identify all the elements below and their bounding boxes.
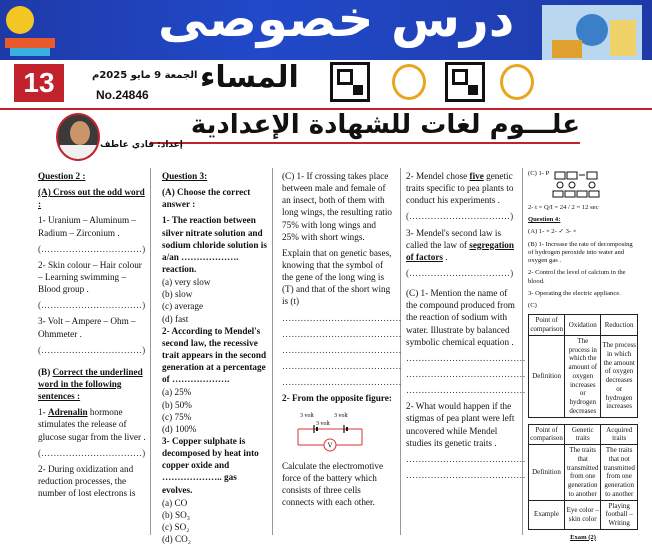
- table-cell: The traits that transmitted from one generation to another: [565, 445, 601, 501]
- question-item: (C) 1- If crossing takes place between male and female of an insect, both of them with long wings, the resulting ratio 75% with long wings and 25% with short wings.: [282, 171, 392, 242]
- answer-item: (B) 1- Increase the rate of decomposing of hydrogen peroxide into water and oxygen gas .: [528, 240, 633, 265]
- column-3: [282, 170, 402, 512]
- newspaper-logo: المساء: [200, 60, 299, 95]
- question-item: 1- The reaction between silver nitrate solution and sodium chloride solution is a/an ………………. reaction.: [162, 215, 267, 274]
- answer-line: …………………………………: [282, 344, 402, 355]
- answer-item: 2- Control the level of calcium in the blood.: [528, 269, 626, 285]
- question-item: 2- During oxidization and reduction processes, the number of lost electrons is: [38, 463, 136, 499]
- answer-blank: (……………………………): [38, 300, 146, 311]
- title-underline: [150, 142, 580, 144]
- option: (c) SO₂: [162, 521, 190, 532]
- answer-line: …………………………………: [282, 377, 402, 388]
- option: (b) slow: [162, 289, 193, 300]
- question-item: 2- Mendel chose five genetic traits specific to pea plants to conduct his experiments .: [406, 171, 514, 206]
- section-heading: (A) Cross out the odd word :: [38, 187, 145, 210]
- issue-date: الجمعة 9 مايو 2025م: [92, 70, 198, 81]
- cell-label: 3 volt: [316, 421, 330, 428]
- decorative-illustration-right: [532, 0, 652, 60]
- table-cell: Eye color – skin color: [565, 500, 601, 529]
- cell-label: 3 volt: [300, 413, 314, 420]
- author-name: إعداد: فادي عاطف: [100, 140, 183, 150]
- answer-line: …………………………………: [406, 368, 526, 379]
- answer-item: (C): [528, 302, 537, 310]
- option: (a) very slow: [162, 277, 211, 288]
- comparison-table-traits: [528, 424, 638, 530]
- option: (d) CO₂: [162, 534, 191, 545]
- option: (d) fast: [162, 313, 189, 324]
- answer-item: 3- Operating the electric appliance.: [528, 289, 621, 297]
- question-item: 1- Uranium – Aluminum – Radium – Zirconium .: [38, 215, 136, 238]
- option: (c) 75%: [162, 411, 192, 422]
- option: (a) CO: [162, 497, 188, 508]
- options-list: [162, 276, 268, 325]
- options-list: [162, 497, 268, 546]
- question-item: Explain that on genetic bases, knowing that the symbol of the gene of the long wing is (T) and that of the short wing is (t): [282, 247, 392, 307]
- table-header: Genetic traits: [565, 424, 601, 445]
- table-cell: Playing football – Writing: [601, 500, 638, 529]
- alarm-clock-icon: [500, 64, 534, 100]
- option: (d) 100%: [162, 423, 197, 434]
- comparison-table-oxidation: [528, 314, 638, 417]
- column-4: [406, 170, 526, 485]
- banner-title: درس خصوصى: [158, 0, 515, 48]
- alarm-clock-icon: [392, 64, 426, 100]
- answer-blank: (……………………………): [38, 447, 146, 458]
- question-heading: Question 3:: [162, 171, 208, 181]
- answer-item: (C) 1- P: [528, 170, 638, 200]
- answer-item: 2- t = Q/I = 24 / 2 = 12 sec: [528, 204, 599, 211]
- cell-label: 3 volt: [334, 413, 348, 420]
- answer-line: …………………………………: [282, 312, 402, 323]
- qr-code-icon: [330, 62, 370, 102]
- table-header: Point of comparison: [529, 424, 565, 445]
- answer-line: …………………………………: [406, 352, 526, 363]
- circuit-diagram: [296, 411, 366, 453]
- question-item: 3- Mendel's second law is called the law of segregation of factors .: [406, 227, 515, 262]
- option: (c) average: [162, 301, 204, 312]
- option: (b) SO₃: [162, 509, 190, 520]
- table-cell: The traits that not transmitted from one generation to another: [601, 445, 638, 501]
- question-item: 2- According to Mendel's second law, the recessive trait appears in the second generation at a percentage of ……………….: [162, 325, 267, 385]
- answer-line: …………………………………: [406, 453, 526, 464]
- masthead: [0, 60, 652, 110]
- author-photo: [56, 113, 100, 161]
- table-cell: Example: [529, 500, 565, 529]
- question-item: Calculate the electromotive force of the battery which consists of three cells connects with each other.: [282, 460, 384, 507]
- answer-line: …………………………………: [406, 469, 526, 480]
- section-heading: (B) Correct the underlined word in the following sentences :: [38, 366, 143, 402]
- answer-blank: (……………………………): [406, 267, 514, 278]
- question-heading: Question 4:: [528, 216, 561, 224]
- answer-blank: (……………………………): [406, 211, 514, 222]
- answer-line: …………………………………: [406, 385, 526, 396]
- options-list: [162, 386, 268, 435]
- table-cell: Definition: [529, 445, 565, 501]
- section-heading: (A) Choose the correct answer :: [162, 187, 251, 210]
- question-item: 2- Skin colour – Hair colour – Learning swimming – Blood group .: [38, 259, 142, 295]
- answer-blank: (……………………………): [38, 344, 146, 355]
- table-header: Point of comparison: [529, 315, 565, 336]
- page-number-badge: 13: [14, 64, 64, 102]
- voltmeter-label: V: [327, 441, 333, 450]
- question-item: 3- Volt – Ampere – Ohm – Ohmmeter .: [38, 316, 136, 339]
- page-title: علـــوم لغات للشهادة الإعدادية: [190, 110, 580, 140]
- table-header: Reduction: [601, 315, 638, 336]
- answer-blank: (……………………………): [38, 243, 146, 254]
- decorative-illustration-left: [0, 0, 70, 60]
- answer-item: (A) 1- × 2- ✓ 3- ×: [528, 228, 577, 236]
- option: (a) 25%: [162, 387, 192, 398]
- top-banner: [0, 0, 652, 62]
- option: (b) 50%: [162, 399, 192, 410]
- table-header: Oxidation: [565, 315, 601, 336]
- table-header: Acquired traits: [601, 424, 638, 445]
- table-cell: Definition: [529, 335, 565, 417]
- question-item: 3- Copper sulphate is decomposed by heat into copper oxide and ……………….. gas evolves.: [162, 435, 259, 495]
- answer-line: …………………………………: [282, 328, 402, 339]
- question-heading: 2- From the opposite figure:: [282, 393, 392, 404]
- column-1: [38, 170, 146, 503]
- question-item: (C) 1- Mention the name of the compound produced from the reaction of sodium with water. Illustrate by balanced symbolic chemical equation .: [406, 288, 515, 347]
- table-cell: The process in which the amount of oxygen decreases or hydrogen increases: [601, 335, 638, 417]
- genetic-cross-sketch: [551, 170, 611, 200]
- answer-line: …………………………………: [282, 360, 402, 371]
- column-5-answers: [528, 170, 638, 546]
- question-heading: Question 2 :: [38, 171, 86, 181]
- table-cell: The process in which the amount of oxygen increases or hydrogen decreases: [565, 335, 601, 417]
- question-item: 2- What would happen if the stigmas of pea plant were left uncovered while Mendel studies its genetic traits .: [406, 401, 515, 448]
- qr-code-icon: [445, 62, 485, 102]
- issue-number: No.24846: [96, 88, 149, 102]
- content-columns: [34, 170, 642, 545]
- question-item: 1- Adrenalin hormone stimulates the release of glucose sugar from the liver .: [38, 407, 146, 442]
- exam-heading: Exam (2): [570, 533, 596, 541]
- column-2: [162, 170, 268, 545]
